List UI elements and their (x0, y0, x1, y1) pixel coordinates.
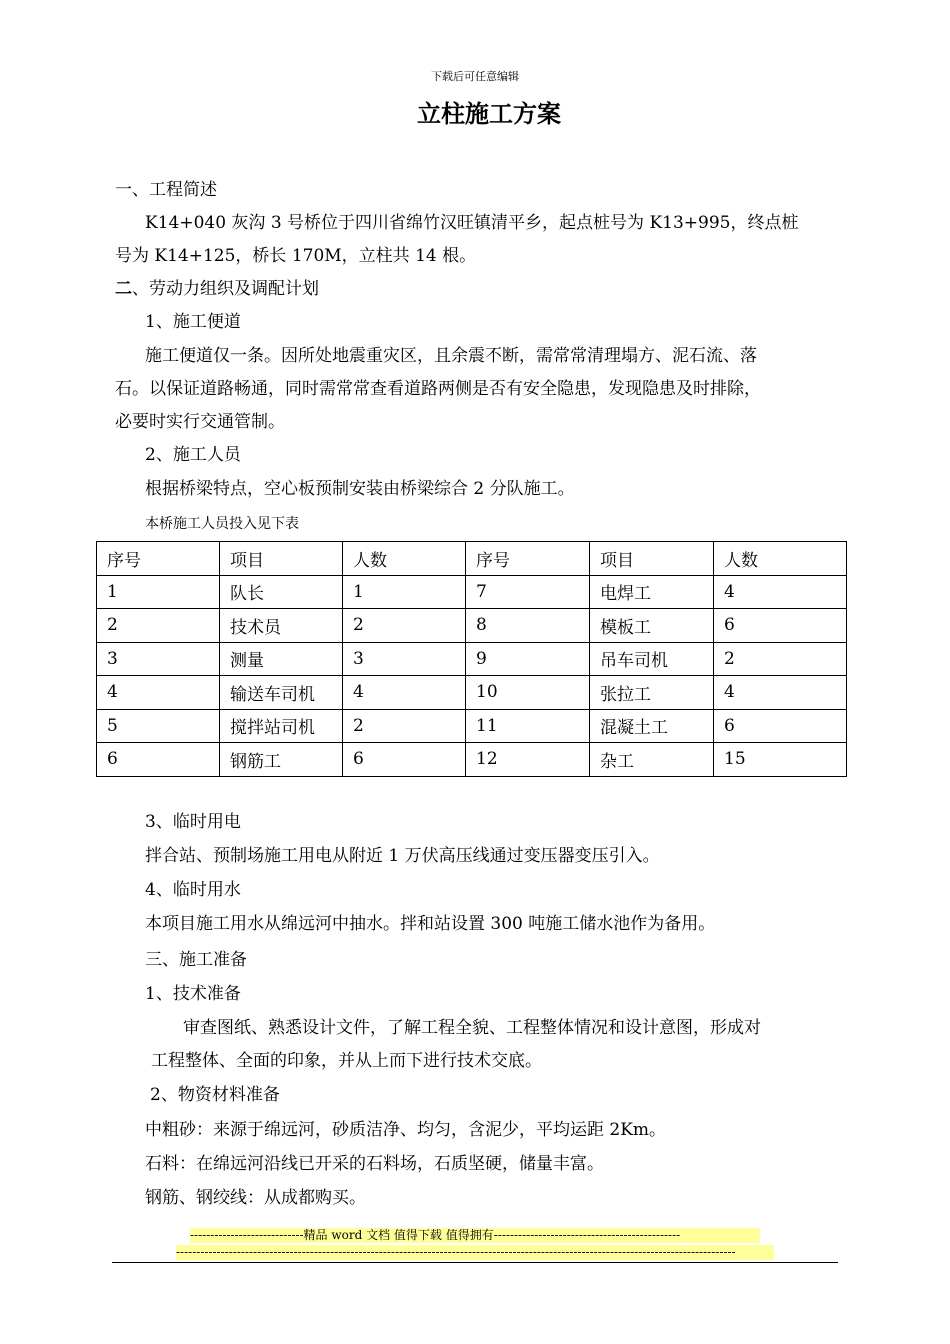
section-2-heading: 二、劳动力组织及调配计划 (115, 279, 319, 299)
section-2-3-line-1: 拌合站、预制场施工用电从附近 1 万伏高压线通过变压器变压引入。 (145, 846, 660, 866)
table-row (97, 743, 847, 777)
staff-table (96, 541, 847, 777)
table-caption: 本桥施工人员投入见下表 (145, 516, 299, 532)
section-2-2-line-1: 根据桥梁特点，空心板预制安装由桥梁综合 2 分队施工。 (145, 479, 575, 499)
table-row (97, 709, 847, 743)
section-3-2-line-1: 中粗砂：来源于绵远河，砂质洁净、均匀，含泥少，平均运距 2Km。 (145, 1120, 667, 1140)
page-title: 立柱施工方案 (417, 99, 561, 128)
table-cell: 2 (97, 609, 220, 643)
section-2-heading-text: 、劳动力组织及调配计划 (132, 279, 319, 299)
table-cell: 项目 (590, 542, 714, 576)
section-2-4-line-1: 本项目施工用水从绵远河中抽水。拌和站设置 300 吨施工储水池作为备用。 (145, 914, 716, 934)
table-cell: 15 (714, 743, 847, 777)
table-cell: 4 (343, 676, 466, 710)
section-1-line-2: 号为 K14+125，桥长 170M，立柱共 14 根。 (115, 246, 477, 266)
section-2-1-line-2: 石。以保证道路畅通，同时需常常查看道路两侧是否有安全隐患，发现隐患及时排除， (115, 379, 761, 399)
section-3-1-heading: 1、技术准备 (145, 984, 241, 1004)
table-cell: 7 (466, 575, 590, 609)
section-2-1-line-1: 施工便道仅一条。因所处地震重灾区，且余震不断，需常常清理塌方、泥石流、落 (145, 346, 757, 366)
table-cell: 吊车司机 (590, 642, 714, 676)
table-cell: 4 (97, 676, 220, 710)
table-cell: 4 (714, 676, 847, 710)
table-cell: 2 (343, 709, 466, 743)
table-cell: 队长 (220, 575, 343, 609)
table-cell: 钢筋工 (220, 743, 343, 777)
section-3-heading: 三、施工准备 (145, 950, 247, 970)
table-cell: 电焊工 (590, 575, 714, 609)
section-2-4-heading: 4、临时用水 (145, 880, 241, 900)
table-cell: 2 (714, 642, 847, 676)
table-cell: 9 (466, 642, 590, 676)
section-1-line-1: K14+040 灰沟 3 号桥位于四川省绵竹汉旺镇清平乡，起点桩号为 K13+995，终点桩 (145, 213, 799, 233)
table-cell: 8 (466, 609, 590, 643)
table-cell: 6 (714, 709, 847, 743)
table-cell: 测量 (220, 642, 343, 676)
table-cell: 4 (714, 575, 847, 609)
table-cell: 人数 (343, 542, 466, 576)
table-cell: 搅拌站司机 (220, 709, 343, 743)
table-cell: 12 (466, 743, 590, 777)
table-cell: 11 (466, 709, 590, 743)
section-1-heading: 一、工程简述 (115, 180, 217, 200)
table-cell: 序号 (97, 542, 220, 576)
table-cell: 张拉工 (590, 676, 714, 710)
table-cell: 输送车司机 (220, 676, 343, 710)
table-row (97, 575, 847, 609)
section-3-2-heading: 2、物资材料准备 (150, 1085, 280, 1105)
table-cell: 项目 (220, 542, 343, 576)
table-header-row (97, 542, 847, 576)
table-cell: 混凝土工 (590, 709, 714, 743)
table-cell: 10 (466, 676, 590, 710)
section-2-2-heading: 2、施工人员 (145, 445, 241, 465)
section-2-1-line-3: 必要时实行交通管制。 (115, 412, 285, 432)
table-cell: 1 (343, 575, 466, 609)
section-3-2-line-3: 钢筋、钢绞线：从成都购买。 (145, 1188, 366, 1208)
section-3-2-line-2: 石料：在绵远河沿线已开采的石料场，石质坚硬，储量丰富。 (145, 1154, 604, 1174)
table-cell: 2 (343, 609, 466, 643)
table-cell: 1 (97, 575, 220, 609)
footer-promo-line: ----------------------------精品 word 文档 值得下载 值得拥有---------------------------------------------- (190, 1228, 760, 1243)
table-cell: 序号 (466, 542, 590, 576)
table-cell: 杂工 (590, 743, 714, 777)
table-cell: 3 (97, 642, 220, 676)
section-2-1-heading: 1、施工便道 (145, 312, 241, 332)
table-row (97, 609, 847, 643)
section-3-1-line-1: 审查图纸、熟悉设计文件，了解工程全貌、工程整体情况和设计意图，形成对 (183, 1018, 761, 1038)
table-cell: 模板工 (590, 609, 714, 643)
table-cell: 人数 (714, 542, 847, 576)
table-cell: 5 (97, 709, 220, 743)
table-cell: 6 (97, 743, 220, 777)
table-cell: 3 (343, 642, 466, 676)
section-2-3-heading: 3、临时用电 (145, 812, 241, 832)
table-cell: 技术员 (220, 609, 343, 643)
staff-table-body (97, 542, 847, 777)
table-row (97, 676, 847, 710)
table-cell: 6 (343, 743, 466, 777)
header-note: 下载后可任意编辑 (431, 70, 519, 83)
section-3-1-line-2: 工程整体、全面的印象，并从上而下进行技术交底。 (151, 1051, 542, 1071)
table-row (97, 642, 847, 676)
footer-dash-line: ------------------------------------------------------------------------------------------------------------------------------------------ (176, 1245, 774, 1260)
table-cell: 6 (714, 609, 847, 643)
footer-divider (112, 1262, 838, 1263)
